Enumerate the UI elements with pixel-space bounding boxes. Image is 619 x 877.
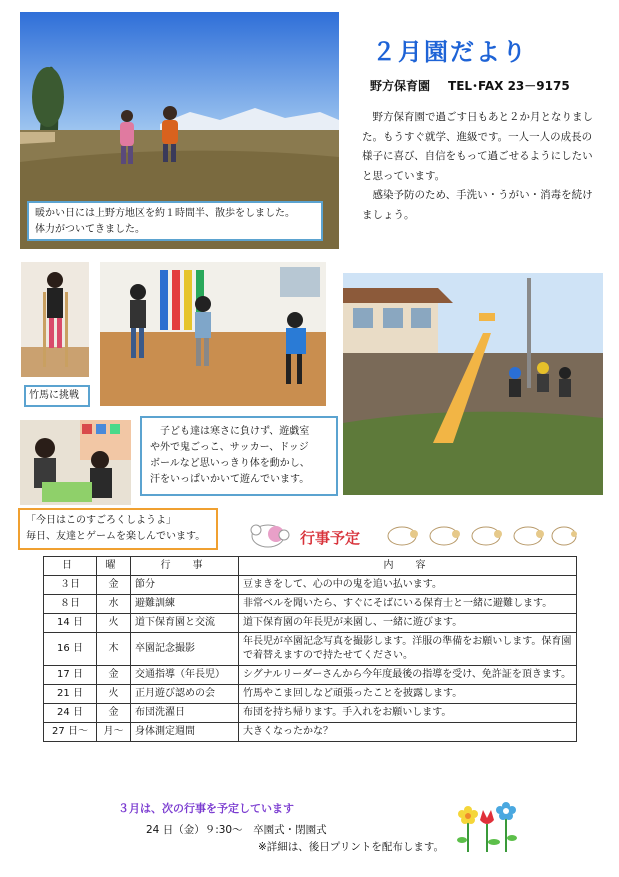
march-ceremony: 24 日（金）９:30～ 卒園式・閉園式 <box>146 824 327 836</box>
row-day: 17 日 <box>44 666 97 685</box>
flowers-icon <box>456 800 518 856</box>
row-day: ３日 <box>44 576 97 595</box>
row-day: 24 日 <box>44 704 97 723</box>
intro-paragraph: 感染予防のため、手洗い・うがい・消毒を続けましょう。 <box>362 189 593 221</box>
slide-photo <box>343 273 603 495</box>
col-detail: 内 容 <box>239 557 577 576</box>
table-row <box>44 704 577 723</box>
play-caption-line: や外で鬼ごっこ、サッカー、ドッジ <box>150 442 309 453</box>
play-caption-line: ボールなど思いっきり体を動かし、 <box>150 458 310 469</box>
intro-text <box>362 108 598 225</box>
walk-caption-line: 暖かい日には上野方地区を約１時間半、散歩をしました。 <box>35 208 295 219</box>
row-detail: 竹馬やこま回しなど頑張ったことを披露します。 <box>239 685 577 704</box>
table-row <box>44 633 577 666</box>
table-row <box>44 614 577 633</box>
row-dow: 月～ <box>97 723 131 742</box>
game-caption <box>18 508 218 550</box>
row-dow: 金 <box>97 576 131 595</box>
row-detail: 豆まきをして、心の中の鬼を追い払います。 <box>239 576 577 595</box>
indoor-play-photo <box>100 262 326 406</box>
row-detail: 道下保育園の年長児が来園し、一緒に遊びます。 <box>239 614 577 633</box>
table-row <box>44 723 577 742</box>
table-row <box>44 666 577 685</box>
row-dow: 火 <box>97 614 131 633</box>
row-event: 卒園記念撮影 <box>131 633 239 666</box>
school-info <box>370 77 570 94</box>
school-tel: TEL･FAX 23－9175 <box>448 79 570 93</box>
page-title: ２月園だより <box>372 38 528 66</box>
row-dow: 金 <box>97 704 131 723</box>
play-caption-line: 汗をいっぱいかいて遊んでいます。 <box>150 474 310 485</box>
row-dow: 水 <box>97 595 131 614</box>
row-event: 布団洗濯日 <box>131 704 239 723</box>
play-caption-line: 子ども達は寒さに負けず、遊戯室 <box>160 426 310 437</box>
row-event: 道下保育園と交流 <box>131 614 239 633</box>
row-detail: 非常ベルを聞いたら、すぐにそばにいる保育士と一緒に避難します。 <box>239 595 577 614</box>
row-detail: 布団を持ち帰ります。手入れをお願いします。 <box>239 704 577 723</box>
walk-caption-line: 体力がついてきました。 <box>35 224 145 235</box>
col-dow: 曜 <box>97 557 131 576</box>
slide-photo-image <box>343 273 603 495</box>
events-heading: 行事予定 <box>300 529 361 547</box>
walk-caption <box>27 201 323 241</box>
board-game-photo <box>20 420 131 505</box>
row-dow: 木 <box>97 633 131 666</box>
col-day: 日 <box>44 557 97 576</box>
table-row <box>44 576 577 595</box>
row-event: 正月遊び認めの会 <box>131 685 239 704</box>
row-day: 16 日 <box>44 633 97 666</box>
play-caption <box>140 416 338 496</box>
march-title: ３月は、次の行事を予定しています <box>118 802 294 815</box>
school-name: 野方保育園 <box>370 79 431 93</box>
march-note: ※詳細は、後日プリントを配布します。 <box>258 841 445 853</box>
stilts-photo-image <box>21 262 89 377</box>
indoor-play-photo-image <box>100 262 326 406</box>
row-day: 14 日 <box>44 614 97 633</box>
col-event: 行 事 <box>131 557 239 576</box>
row-day: 27 日～ <box>44 723 97 742</box>
row-detail: 大きくなったかな？ <box>239 723 577 742</box>
stilts-photo <box>21 262 89 377</box>
row-dow: 金 <box>97 666 131 685</box>
board-game-photo-image <box>20 420 131 505</box>
row-event: 節分 <box>131 576 239 595</box>
row-detail: シグナルリーダーさんから今年度最後の指導を受け、免許証を頂きます。 <box>239 666 577 685</box>
sheep-row-icon <box>384 522 580 548</box>
intro-paragraph: 野方保育園で過ごす日もあと２か月となりました。もうすぐ就学、進級です。一人一人の成長の様子に喜び、自信をもって過ごせるようにしたいと思っています。 <box>362 111 593 182</box>
row-day: ８日 <box>44 595 97 614</box>
game-caption-line: 毎日、友達とゲームを楽しんでいます。 <box>26 531 206 542</box>
sheep-icon <box>246 520 292 550</box>
row-event: 交通指導（年長児） <box>131 666 239 685</box>
row-dow: 火 <box>97 685 131 704</box>
events-table <box>43 556 577 742</box>
stilts-caption-text: 竹馬に挑戦 <box>29 390 79 401</box>
row-day: 21 日 <box>44 685 97 704</box>
events-table-header <box>44 557 577 576</box>
table-row <box>44 685 577 704</box>
row-event: 身体測定週間 <box>131 723 239 742</box>
game-caption-line: 「今日はこのすごろくしようよ」 <box>26 515 176 526</box>
row-detail: 年長児が卒園記念写真を撮影します。洋服の準備をお願いします。保育園で着替えますので持たせてください。 <box>239 633 577 666</box>
row-event: 避難訓練 <box>131 595 239 614</box>
stilts-caption <box>24 385 90 407</box>
table-row <box>44 595 577 614</box>
